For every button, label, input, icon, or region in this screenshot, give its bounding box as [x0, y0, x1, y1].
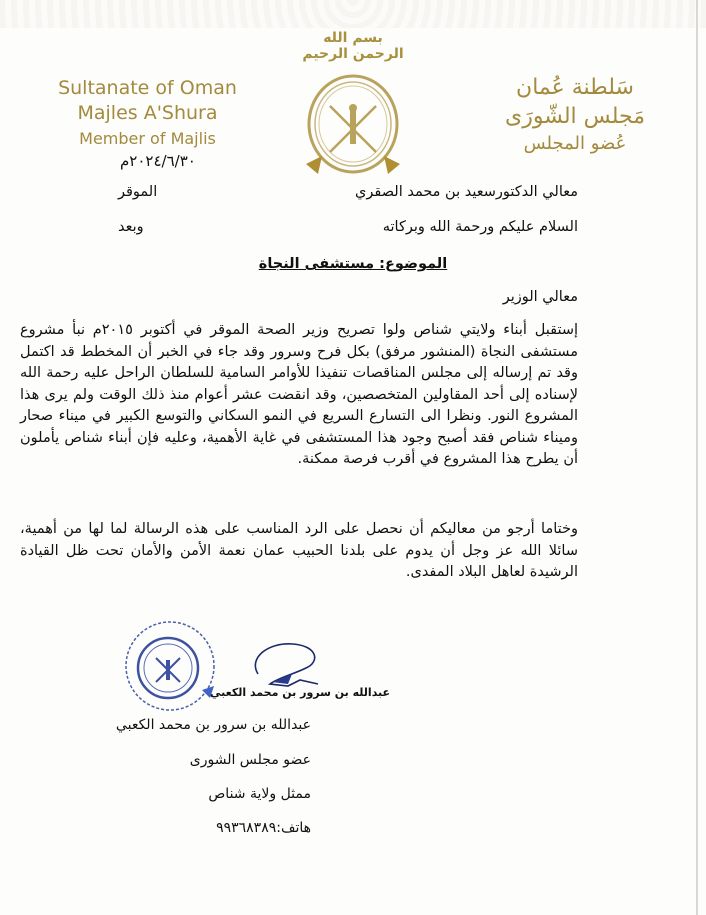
- greeting-line: [118, 219, 578, 235]
- addressee-honorific: الموقر: [118, 184, 158, 200]
- salutation: معالي الوزير: [502, 289, 578, 305]
- page-edge: [696, 0, 698, 915]
- handwritten-signature-icon: [248, 640, 328, 690]
- signatory-phone: هاتف:٩٩٣٦٨٣٨٩: [216, 820, 311, 836]
- letter-subject: الموضوع: مستشفى النجاة: [258, 256, 448, 272]
- body-paragraph-1: إستقبل أبناء ولايتي شناص ولوا تصريح وزير الصحة الموقر في أكتوبر ٢٠١٥م نبأ مشروع مستشفى النجاة (المنشور مرفق) بكل فرح وسرور وقد جاء في الخبر أن المخطط قد اكتمل وقد تم إرساله إلى مجلس المناقصات تنفيذا للأوامر السامية للسلطان الراحل عليه رحمة الله لإسناده إلى أحد المقاولين المتخصصين، وقد انقضت عشر أعوام منذ ذلك الوقت ولم يرى هذا المشروع النور. ونظرا الى التسارع السريع في النمو السكاني والتوسع الكبير في ميناء صحار وميناء شناص فقد أصبح وجود هذا المستشفى في غاية الأهمية، وعليه فإن أبناء شناص يأملون أن يطرح هذا المشروع في أقرب فرصة ممكنة.: [20, 322, 578, 467]
- addressee-line: [118, 184, 578, 200]
- signatory-name: عبدالله بن سرور بن محمد الكعبي: [115, 717, 311, 733]
- official-stamp-icon: [122, 618, 218, 714]
- signatory-title: عضو مجلس الشورى: [189, 752, 311, 768]
- decorative-border: [0, 0, 706, 28]
- signature-name: عبدالله بن سرور بن محمد الكعبي: [210, 686, 391, 699]
- body-paragraph-2: وختاما أرجو من معاليكم أن نحصل على الرد المناسب على هذه الرسالة لما لها من أهمية، سائلا الله عز وجل أن يدوم على بلدنا الحبيب عمان نعمة الأمن والأمان تحت ظل القيادة الرشيدة لعاهل البلاد المفدى.: [20, 521, 578, 580]
- member-title-ar: عُضو المجلس: [523, 133, 627, 154]
- member-title-en: Member of Majlis: [79, 129, 216, 148]
- addressee-name: معالي الدكتورسعيد بن محمد الصقري: [355, 184, 578, 200]
- english-letterhead: [40, 76, 255, 150]
- letter-date: ٢٠٢٤/٦/٣٠م: [120, 152, 196, 170]
- council-name-ar: مَجلس الشّورَى: [505, 104, 645, 129]
- country-name-ar: سَلطنة عُمان: [516, 75, 634, 100]
- country-name-en: Sultanate of Oman: [58, 77, 237, 99]
- basmala-calligraphy: بسم الله الرحمن الرحيم: [302, 30, 404, 62]
- signatory-constituency: ممثل ولاية شناص: [208, 786, 311, 802]
- majlis-emblem-icon: [300, 72, 406, 180]
- arabic-letterhead: [480, 73, 670, 157]
- council-name-en: Majles A'Shura: [77, 102, 218, 124]
- greeting: السلام عليكم ورحمة الله وبركاته: [382, 219, 578, 235]
- greeting-suffix: وبعد: [118, 219, 144, 235]
